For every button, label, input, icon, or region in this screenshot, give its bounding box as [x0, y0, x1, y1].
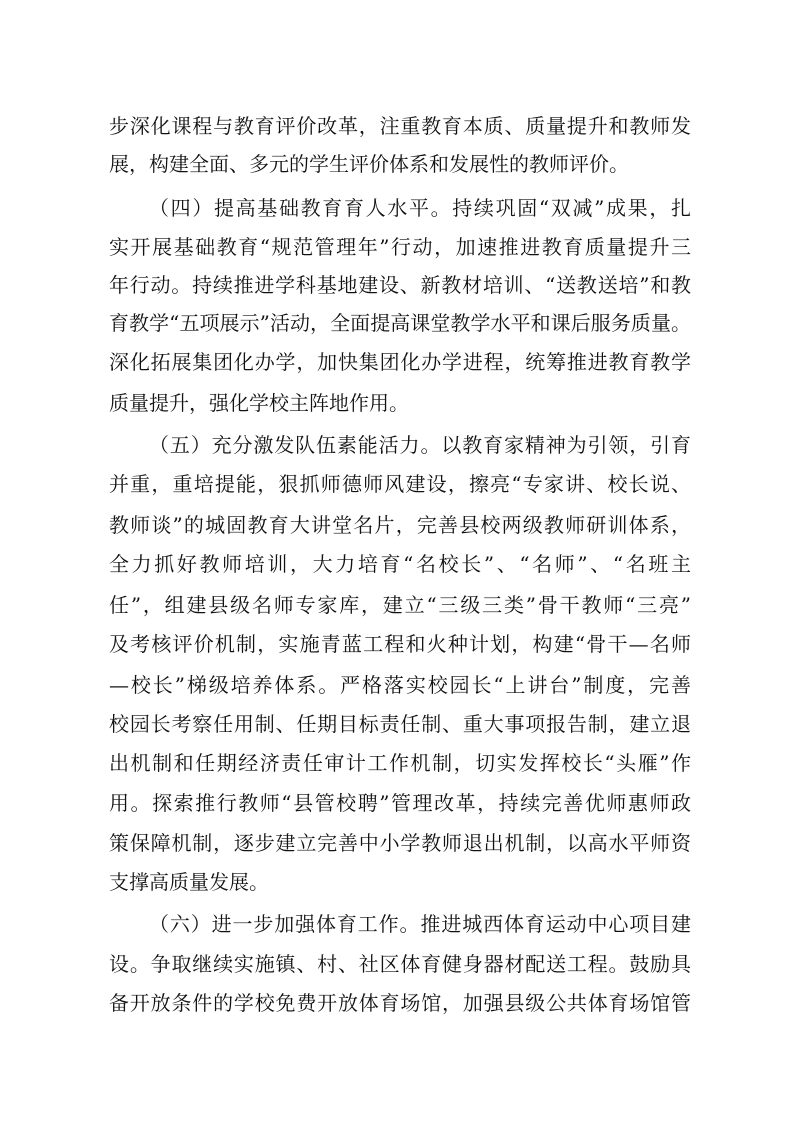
text-line: 校园长考察任用制、任期目标责任制、重大事项报告制，建立退	[109, 712, 691, 736]
text-line: 质量提升，强化学校主阵地作用。	[109, 391, 409, 415]
text-line: 展，构建全面、多元的学生评价体系和发展性的教师评价。	[109, 152, 629, 176]
text-line: 步深化课程与教育评价改革，注重教育本质、质量提升和教师发	[109, 114, 691, 138]
text-line: 策保障机制，逐步建立完善中小学教师退出机制，以高水平师资	[109, 831, 691, 855]
text-line: 出机制和任期经济责任审计工作机制，切实发挥校长“头雁”作	[109, 751, 691, 775]
text-line: （五）充分激发队伍素能活力。以教育家精神为引领，引育	[149, 433, 691, 457]
text-line: 支撑高质量发展。	[109, 870, 269, 894]
text-line: 育教学“五项展示”活动，全面提高课堂教学水平和课后服务质量。	[109, 311, 691, 335]
text-line: 实开展基础教育“规范管理年”行动，加速推进教育质量提升三	[109, 235, 691, 259]
text-line: 及考核评价机制，实施青蓝工程和火种计划，构建“骨干—名师	[109, 632, 691, 656]
text-line: 并重，重培提能，狠抓师德师风建设，擦亮“专家讲、校长说、	[109, 472, 691, 496]
text-line: —校长”梯级培养体系。严格落实校园长“上讲台”制度，完善	[109, 673, 691, 697]
text-line: （四）提高基础教育育人水平。持续巩固“双减”成果，扎	[149, 196, 691, 220]
text-line: 备开放条件的学校免费开放体育场馆，加强县级公共体育场馆管	[109, 991, 691, 1015]
text-line: 用。探索推行教师“县管校聘”管理改革，持续完善优师惠师政	[109, 791, 691, 815]
text-line: 年行动。持续推进学科基地建设、新教材培训、“送教送培”和教	[109, 273, 691, 297]
text-line: 深化拓展集团化办学，加快集团化办学进程，统筹推进教育教学	[109, 350, 691, 374]
text-line: 教师谈”的城固教育大讲堂名片，完善县校两级教师研训体系，	[109, 513, 691, 537]
text-line: 全力抓好教师培训，大力培育“名校长”、“名师”、“名班主	[109, 552, 691, 576]
text-line: 设。争取继续实施镇、村、社区体育健身器材配送工程。鼓励具	[109, 952, 691, 976]
text-line: 任”，组建县级名师专家库，建立“三级三类”骨干教师“三亮”	[109, 593, 691, 617]
text-line: （六）进一步加强体育工作。推进城西体育运动中心项目建	[149, 912, 691, 936]
